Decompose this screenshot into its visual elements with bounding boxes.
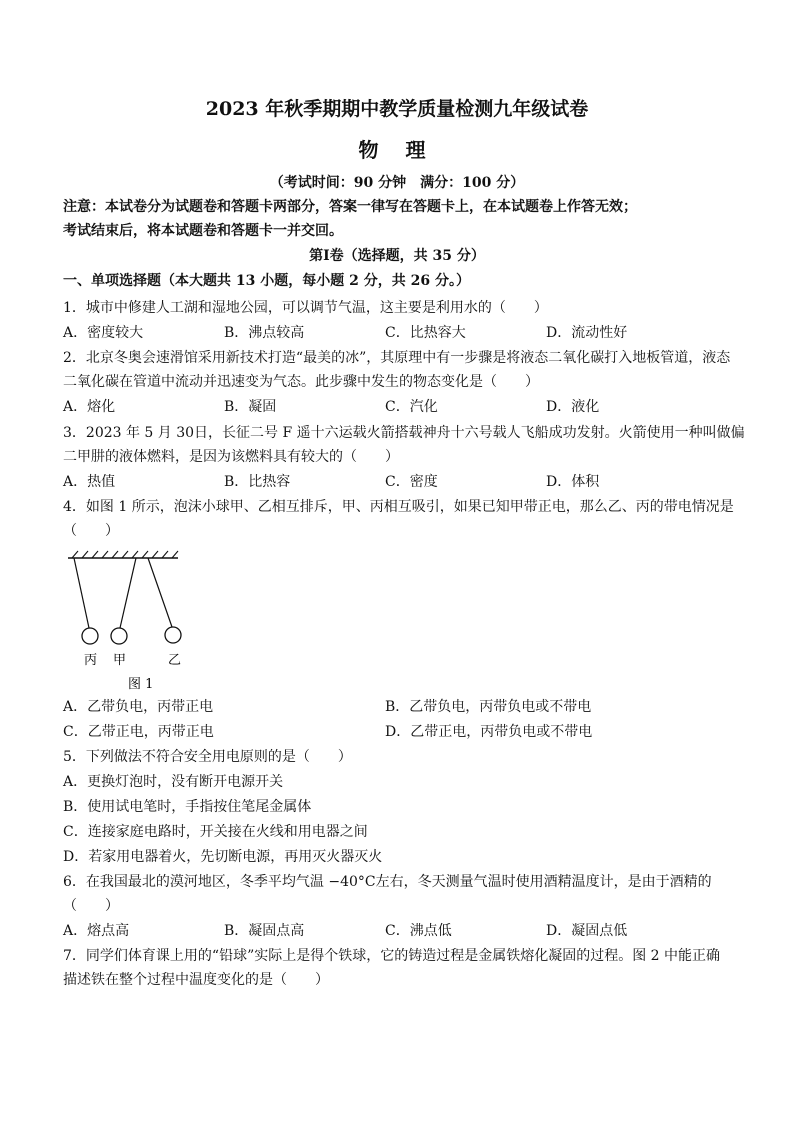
label-yi: 乙 xyxy=(168,653,182,668)
exam-info: （考试时间：90 分钟 满分：100 分） xyxy=(269,175,525,191)
question-3-option-c: C．密度 xyxy=(385,474,438,490)
question-4-stem-line-1: 4．如图 1 所示，泡沫小球甲、乙相互排斥，甲、丙相互吸引，如果已知甲带正电，那么乙、丙的带电情况是 xyxy=(63,499,734,515)
question-6-option-d: D．凝固点低 xyxy=(546,923,628,939)
question-1-option-d: D．流动性好 xyxy=(546,325,628,341)
question-1-option-b: B．沸点较高 xyxy=(224,325,305,341)
question-2-stem-line-2: 二氧化碳在管道中流动并迅速变为气态。此步骤中发生的物态变化是（ ） xyxy=(63,374,539,390)
subject-title: 物 理 xyxy=(358,138,436,162)
ball-bing xyxy=(82,628,98,644)
question-5-option-d: D．若家用电器着火，先切断电源，再用灭火器灭火 xyxy=(63,849,383,865)
question-2-option-b: B．凝固 xyxy=(224,399,277,415)
notice-line-2: 考试结束后，将本试题卷和答题卡一并交回。 xyxy=(63,223,343,239)
question-5-stem: 5．下列做法不符合安全用电原则的是（ ） xyxy=(63,749,352,765)
figure-1-caption: 图 1 xyxy=(128,677,154,692)
ball-yi xyxy=(165,627,181,643)
section1-heading: 一、单项选择题（本大题共 13 小题，每小题 2 分，共 26 分。） xyxy=(63,273,470,289)
exam-title: 2023 年秋季期期中教学质量检测九年级试卷 xyxy=(205,98,589,120)
question-4-option-b: B．乙带负电，丙带负电或不带电 xyxy=(385,699,592,715)
string-bing xyxy=(74,558,89,628)
question-4-option-a: A．乙带负电，丙带正电 xyxy=(63,699,214,715)
question-3-option-b: B．比热容 xyxy=(224,474,291,490)
question-3-stem-line-1: 3．2023 年 5 月 30日，长征二号 F 遥十六运载火箭搭载神舟十六号载人飞船成功发射。火箭使用一种叫做偏 xyxy=(63,425,745,441)
question-1-stem: 1．城市中修建人工湖和湿地公园，可以调节气温，这主要是利用水的（ ） xyxy=(63,300,548,316)
question-2-option-c: C．汽化 xyxy=(385,399,438,415)
question-2-stem-line-1: 2．北京冬奥会速滑馆采用新技术打造“最美的冰”，其原理中有一步骤是将液态二氧化碳打入地板管道，液态 xyxy=(63,350,731,366)
question-1-option-a: A．密度较大 xyxy=(63,325,144,341)
label-jia: 甲 xyxy=(113,653,127,668)
question-6-option-a: A．熔点高 xyxy=(63,923,130,939)
part1-heading: 第Ⅰ卷（选择题，共 35 分） xyxy=(309,248,485,264)
string-jia xyxy=(120,558,136,628)
question-5-option-c: C．连接家庭电路时，开关接在火线和用电器之间 xyxy=(63,824,368,840)
question-3-option-a: A．热值 xyxy=(63,474,116,490)
question-1-option-c: C．比热容大 xyxy=(385,325,466,341)
string-yi xyxy=(148,558,172,627)
question-5-option-b: B．使用试电笔时，手指按住笔尾金属体 xyxy=(63,799,312,815)
question-4-option-c: C．乙带正电，丙带正电 xyxy=(63,724,214,740)
question-3-stem-line-2: 二甲肼的液体燃料，是因为该燃料具有较大的（ ） xyxy=(63,449,399,465)
ceiling-hatching xyxy=(72,551,178,558)
question-6-option-c: C．沸点低 xyxy=(385,923,452,939)
figure-1-pendulums xyxy=(60,548,200,698)
notice-line-1: 注意：本试卷分为试题卷和答题卡两部分，答案一律写在答题卡上，在本试题卷上作答无效； xyxy=(63,199,637,215)
question-4-stem-line-2: （ ） xyxy=(63,523,119,539)
question-7-stem-line-2: 描述铁在整个过程中温度变化的是（ ） xyxy=(63,972,329,988)
label-bing: 丙 xyxy=(84,653,98,668)
question-5-option-a: A．更换灯泡时，没有断开电源开关 xyxy=(63,774,284,790)
question-2-option-d: D．液化 xyxy=(546,399,600,415)
question-6-stem-line-1: 6．在我国最北的漠河地区，冬季平均气温 −40°C左右，冬天测量气温时使用酒精温度计，是由于酒精的 xyxy=(63,874,712,890)
question-2-option-a: A．熔化 xyxy=(63,399,116,415)
question-7-stem-line-1: 7．同学们体育课上用的“铅球”实际上是得个铁球，它的铸造过程是金属铁熔化凝固的过程。图 2 中能正确 xyxy=(63,948,721,964)
ball-jia xyxy=(111,628,127,644)
question-4-option-d: D．乙带正电，丙带负电或不带电 xyxy=(385,724,593,740)
question-6-stem-line-2: （ ） xyxy=(63,898,119,914)
question-3-option-d: D．体积 xyxy=(546,474,600,490)
question-6-option-b: B．凝固点高 xyxy=(224,923,305,939)
